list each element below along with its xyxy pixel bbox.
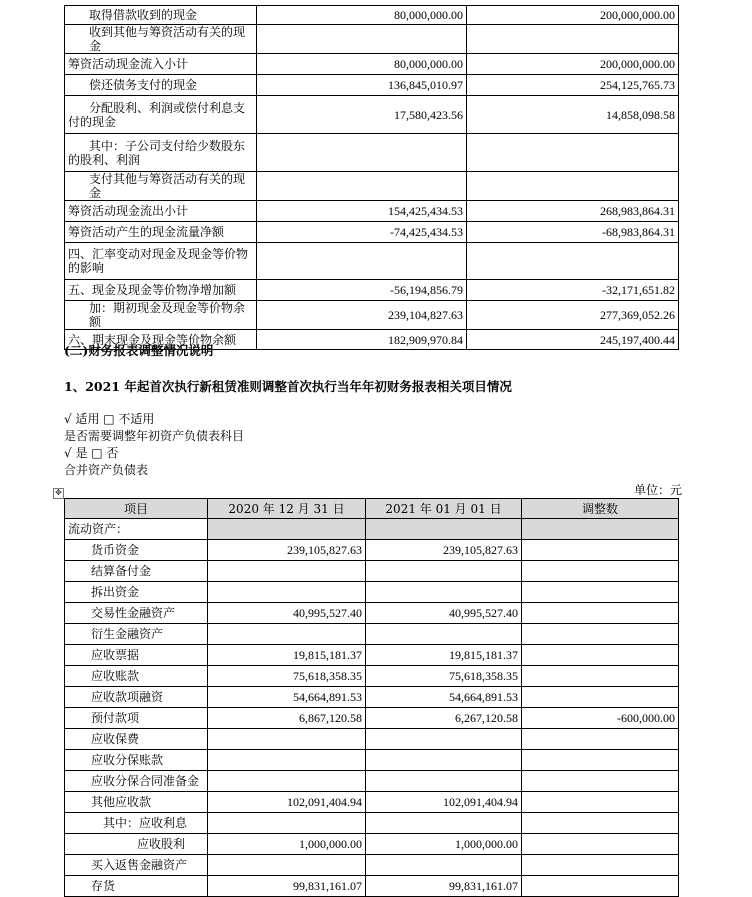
subsection-title: 1、2021 年起首次执行新租赁准则调整首次执行当年年初财务报表相关项目情况 [64, 379, 512, 394]
table-row [65, 25, 679, 54]
value-2020-12-31 [208, 519, 366, 540]
table-row [65, 96, 679, 134]
table-row [65, 222, 679, 243]
table-row [65, 172, 679, 201]
table-row [65, 729, 679, 750]
cashflow-table [64, 5, 679, 350]
header-date-2021: 2021 年 01 月 01 日 [366, 499, 522, 519]
table-row [65, 855, 679, 876]
adjustment-value [522, 645, 679, 666]
current-period-value: 182,909,970.84 [257, 330, 467, 350]
table-row [65, 624, 679, 645]
previous-period-value [467, 243, 679, 280]
row-label: 应收保费 [65, 729, 208, 750]
value-2021-01-01: 99,831,161.07 [366, 876, 522, 897]
value-2020-12-31 [208, 729, 366, 750]
current-period-value: 136,845,010.97 [257, 75, 467, 96]
value-2021-01-01 [366, 729, 522, 750]
value-2020-12-31 [208, 855, 366, 876]
value-2021-01-01 [366, 582, 522, 603]
table-row [65, 645, 679, 666]
balance-sheet-table [64, 498, 679, 897]
value-2020-12-31: 239,105,827.63 [208, 540, 366, 561]
value-2020-12-31: 1,000,000.00 [208, 834, 366, 855]
question-line: 是否需要调整年初资产负债表科目 [64, 429, 245, 443]
row-label: 筹资活动产生的现金流量净额 [65, 222, 257, 243]
row-label: 支付其他与筹资活动有关的现金 [65, 172, 257, 201]
table-row [65, 771, 679, 792]
table-row [65, 134, 679, 172]
current-period-value [257, 134, 467, 172]
row-label: 流动资产： [65, 519, 208, 540]
current-period-value: 17,580,423.56 [257, 96, 467, 134]
value-2021-01-01 [366, 750, 522, 771]
row-label: 其他应收款 [65, 792, 208, 813]
row-label: 其中：子公司支付给少数股东的股利、利润 [65, 134, 257, 172]
row-label: 偿还债务支付的现金 [65, 75, 257, 96]
value-2021-01-01 [366, 771, 522, 792]
table-row [65, 519, 679, 540]
previous-period-value [467, 25, 679, 54]
current-period-value: 80,000,000.00 [257, 54, 467, 75]
table-row [65, 201, 679, 222]
table-row [65, 6, 679, 25]
previous-period-value [467, 172, 679, 201]
row-label: 应收分保合同准备金 [65, 771, 208, 792]
value-2021-01-01: 54,664,891.53 [366, 687, 522, 708]
current-period-value [257, 243, 467, 280]
value-2021-01-01 [366, 519, 522, 540]
table-row [65, 708, 679, 729]
value-2020-12-31: 75,618,358.35 [208, 666, 366, 687]
current-period-value: 154,425,434.53 [257, 201, 467, 222]
value-2020-12-31: 40,995,527.40 [208, 603, 366, 624]
value-2020-12-31: 99,831,161.07 [208, 876, 366, 897]
header-item: 项目 [65, 499, 208, 519]
row-label: 应收款项融资 [65, 687, 208, 708]
table-row [65, 687, 679, 708]
table-row [65, 876, 679, 897]
table-row [65, 54, 679, 75]
value-2020-12-31: 19,815,181.37 [208, 645, 366, 666]
row-label: 应收账款 [65, 666, 208, 687]
row-label: 存货 [65, 876, 208, 897]
row-label: 六、期末现金及现金等价物余额 [65, 330, 257, 350]
previous-period-value: 245,197,400.44 [467, 330, 679, 350]
value-2021-01-01 [366, 624, 522, 645]
value-2021-01-01 [366, 561, 522, 582]
row-label: 交易性金融资产 [65, 603, 208, 624]
unit-label: 单位：元 [633, 483, 682, 497]
value-2021-01-01: 1,000,000.00 [366, 834, 522, 855]
previous-period-value: 14,858,098.58 [467, 96, 679, 134]
value-2021-01-01: 40,995,527.40 [366, 603, 522, 624]
previous-period-value: 268,983,864.31 [467, 201, 679, 222]
row-label: 加：期初现金及现金等价物余额 [65, 301, 257, 330]
adjustment-value [522, 729, 679, 750]
current-period-value: 239,104,827.63 [257, 301, 467, 330]
header-date-2020: 2020 年 12 月 31 日 [208, 499, 366, 519]
value-2020-12-31: 6,867,120.58 [208, 708, 366, 729]
adjustment-value [522, 792, 679, 813]
previous-period-value: -68,983,864.31 [467, 222, 679, 243]
table-row [65, 561, 679, 582]
value-2020-12-31 [208, 624, 366, 645]
table-row [65, 75, 679, 96]
table-row [65, 666, 679, 687]
value-2021-01-01: 102,091,404.94 [366, 792, 522, 813]
row-label: 筹资活动现金流入小计 [65, 54, 257, 75]
previous-period-value: -32,171,651.82 [467, 280, 679, 301]
value-2021-01-01: 6,267,120.58 [366, 708, 522, 729]
table-row [65, 540, 679, 561]
table-row [65, 792, 679, 813]
table-row [65, 750, 679, 771]
adjustment-value [522, 540, 679, 561]
current-period-value [257, 172, 467, 201]
row-label: 衍生金融资产 [65, 624, 208, 645]
row-label: 应收分保账款 [65, 750, 208, 771]
adjustment-value [522, 687, 679, 708]
header-row [65, 499, 679, 519]
previous-period-value: 200,000,000.00 [467, 6, 679, 25]
row-label: 应收票据 [65, 645, 208, 666]
value-2020-12-31 [208, 813, 366, 834]
table-row [65, 243, 679, 280]
previous-period-value: 277,369,052.26 [467, 301, 679, 330]
current-period-value: 80,000,000.00 [257, 6, 467, 25]
table-row [65, 813, 679, 834]
adjustment-value [522, 750, 679, 771]
row-label: 结算备付金 [65, 561, 208, 582]
yes-no-line: √ 是 □ 否 [64, 446, 119, 460]
value-2021-01-01 [366, 855, 522, 876]
current-period-value [257, 25, 467, 54]
adjustment-value [522, 582, 679, 603]
adjustment-value [522, 813, 679, 834]
applicable-line: √ 适用 □ 不适用 [64, 412, 155, 426]
row-label: 货币资金 [65, 540, 208, 561]
table-row [65, 301, 679, 330]
previous-period-value [467, 134, 679, 172]
adjustment-value [522, 771, 679, 792]
row-label: 四、汇率变动对现金及现金等价物的影响 [65, 243, 257, 280]
value-2021-01-01: 19,815,181.37 [366, 645, 522, 666]
row-label: 应收股利 [65, 834, 208, 855]
balance-sheet-title: 合并资产负债表 [64, 463, 149, 477]
previous-period-value: 254,125,765.73 [467, 75, 679, 96]
table-row [65, 603, 679, 624]
adjustment-value: -600,000.00 [522, 708, 679, 729]
row-label: 买入返售金融资产 [65, 855, 208, 876]
row-label: 预付款项 [65, 708, 208, 729]
previous-period-value: 200,000,000.00 [467, 54, 679, 75]
adjustment-value [522, 603, 679, 624]
value-2020-12-31 [208, 561, 366, 582]
row-label: 五、现金及现金等价物净增加额 [65, 280, 257, 301]
value-2020-12-31 [208, 582, 366, 603]
row-label: 其中：应收利息 [65, 813, 208, 834]
value-2020-12-31 [208, 771, 366, 792]
adjustment-value [522, 876, 679, 897]
current-period-value: -56,194,856.79 [257, 280, 467, 301]
row-label: 拆出资金 [65, 582, 208, 603]
value-2021-01-01: 75,618,358.35 [366, 666, 522, 687]
row-label: 分配股利、利润或偿付利息支付的现金 [65, 96, 257, 134]
adjustment-value [522, 624, 679, 645]
table-move-icon[interactable]: ✥ [53, 488, 64, 499]
adjustment-value [522, 561, 679, 582]
row-label: 收到其他与筹资活动有关的现金 [65, 25, 257, 54]
adjustment-value [522, 834, 679, 855]
value-2020-12-31: 54,664,891.53 [208, 687, 366, 708]
table-row [65, 280, 679, 301]
row-label: 筹资活动现金流出小计 [65, 201, 257, 222]
section-title: (二)财务报表调整情况说明 [64, 343, 214, 358]
adjustment-value [522, 855, 679, 876]
value-2021-01-01 [366, 813, 522, 834]
row-label: 取得借款收到的现金 [65, 6, 257, 25]
value-2021-01-01: 239,105,827.63 [366, 540, 522, 561]
adjustment-value [522, 666, 679, 687]
header-adjustment: 调整数 [522, 499, 679, 519]
table-row [65, 582, 679, 603]
table-row [65, 834, 679, 855]
current-period-value: -74,425,434.53 [257, 222, 467, 243]
value-2020-12-31 [208, 750, 366, 771]
adjustment-value [522, 519, 679, 540]
value-2020-12-31: 102,091,404.94 [208, 792, 366, 813]
